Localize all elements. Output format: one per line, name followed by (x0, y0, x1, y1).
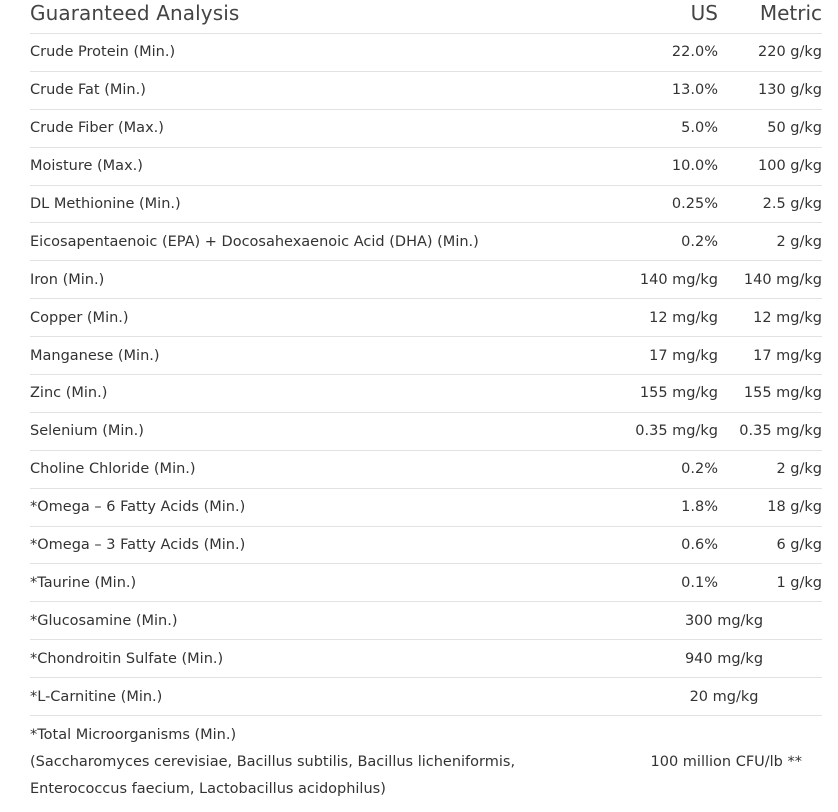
us-value: 17 mg/kg (649, 347, 718, 364)
metric-value: 2 g/kg (776, 233, 822, 250)
table-row (30, 34, 822, 72)
table-row (30, 261, 822, 299)
table-title: Guaranteed Analysis (30, 0, 240, 25)
table-row (30, 223, 822, 261)
column-header-us: US (690, 0, 718, 25)
nutrient-name: Moisture (Max.) (30, 158, 143, 175)
us-value: 5.0% (681, 120, 718, 137)
us-value: 155 mg/kg (639, 385, 718, 402)
nutrient-name: *Chondroitin Sulfate (Min.) (30, 650, 224, 667)
metric-value: 140 mg/kg (743, 271, 822, 288)
metric-value: 155 mg/kg (743, 385, 822, 402)
us-value: 12 mg/kg (649, 309, 718, 326)
table-row (30, 564, 822, 602)
guaranteed-analysis-table (30, 0, 822, 808)
metric-value: 12 mg/kg (753, 309, 822, 326)
combined-value: 20 mg/kg (689, 688, 759, 705)
table-row (30, 299, 822, 337)
nutrient-name: Crude Protein (Min.) (30, 44, 176, 61)
table-row (30, 110, 822, 148)
table-header (30, 0, 822, 34)
metric-value: 2 g/kg (776, 461, 822, 478)
table-row (30, 640, 822, 678)
table-row (30, 602, 822, 640)
nutrient-name: Iron (Min.) (30, 271, 105, 288)
metric-value: 17 mg/kg (753, 347, 822, 364)
nutrient-name: Crude Fiber (Max.) (30, 120, 164, 137)
metric-value: 18 g/kg (767, 499, 822, 516)
nutrient-name: Crude Fat (Min.) (30, 82, 146, 99)
table-row (30, 148, 822, 186)
nutrient-name: *Taurine (Min.) (30, 574, 137, 591)
table-row-microorganisms (30, 716, 822, 808)
us-value: 13.0% (671, 82, 718, 99)
nutrient-name: Eicosapentaenoic (EPA) + Docosahexaenoic Acid (DHA) (Min.) (30, 233, 479, 250)
nutrient-name: Zinc (Min.) (30, 385, 108, 402)
nutrient-name: Choline Chloride (Min.) (30, 461, 196, 478)
column-header-metric: Metric (759, 0, 822, 25)
table-row (30, 72, 822, 110)
us-value: 140 mg/kg (639, 271, 718, 288)
combined-value: 100 million CFU/lb ** (650, 754, 802, 771)
nutrient-name-line-3: Enterococcus faecium, Lactobacillus acidophilus) (30, 780, 386, 797)
us-value: 22.0% (671, 44, 718, 61)
metric-value: 130 g/kg (758, 82, 822, 99)
nutrient-name: DL Methionine (Min.) (30, 196, 181, 212)
table-row (30, 527, 822, 565)
table-row (30, 678, 822, 716)
table-row (30, 413, 822, 451)
us-value: 0.6% (681, 537, 718, 554)
us-value: 1.8% (681, 499, 718, 516)
table-row (30, 186, 822, 224)
nutrient-name: Manganese (Min.) (30, 347, 160, 364)
us-value: 0.25% (671, 196, 718, 212)
metric-value: 220 g/kg (758, 44, 822, 61)
nutrient-name: *Omega – 6 Fatty Acids (Min.) (30, 499, 246, 516)
us-value: 10.0% (671, 158, 718, 175)
table-row (30, 375, 822, 413)
nutrient-name: Copper (Min.) (30, 309, 129, 326)
nutrient-name-line-2: (Saccharomyces cerevisiae, Bacillus subtilis, Bacillus licheniformis, (30, 753, 516, 770)
metric-value: 100 g/kg (758, 158, 822, 175)
nutrient-name-multiline (30, 722, 522, 803)
metric-value: 50 g/kg (767, 120, 822, 137)
metric-value: 0.35 mg/kg (739, 423, 822, 440)
combined-value: 300 mg/kg (684, 612, 764, 629)
nutrient-name: *L-Carnitine (Min.) (30, 688, 163, 705)
nutrient-name: *Glucosamine (Min.) (30, 612, 178, 629)
us-value: 0.35 mg/kg (635, 423, 718, 440)
metric-value: 2.5 g/kg (762, 196, 822, 212)
us-value: 0.2% (681, 461, 718, 478)
nutrient-name: Selenium (Min.) (30, 423, 144, 440)
us-value: 0.1% (681, 574, 718, 591)
us-value: 0.2% (681, 233, 718, 250)
nutrient-name-line-1: *Total Microorganisms (Min.) (30, 726, 237, 743)
table-row (30, 337, 822, 375)
table-row (30, 489, 822, 527)
metric-value: 6 g/kg (776, 537, 822, 554)
metric-value: 1 g/kg (776, 574, 822, 591)
combined-value: 940 mg/kg (684, 650, 764, 667)
nutrient-name: *Omega – 3 Fatty Acids (Min.) (30, 537, 246, 554)
table-row (30, 451, 822, 489)
